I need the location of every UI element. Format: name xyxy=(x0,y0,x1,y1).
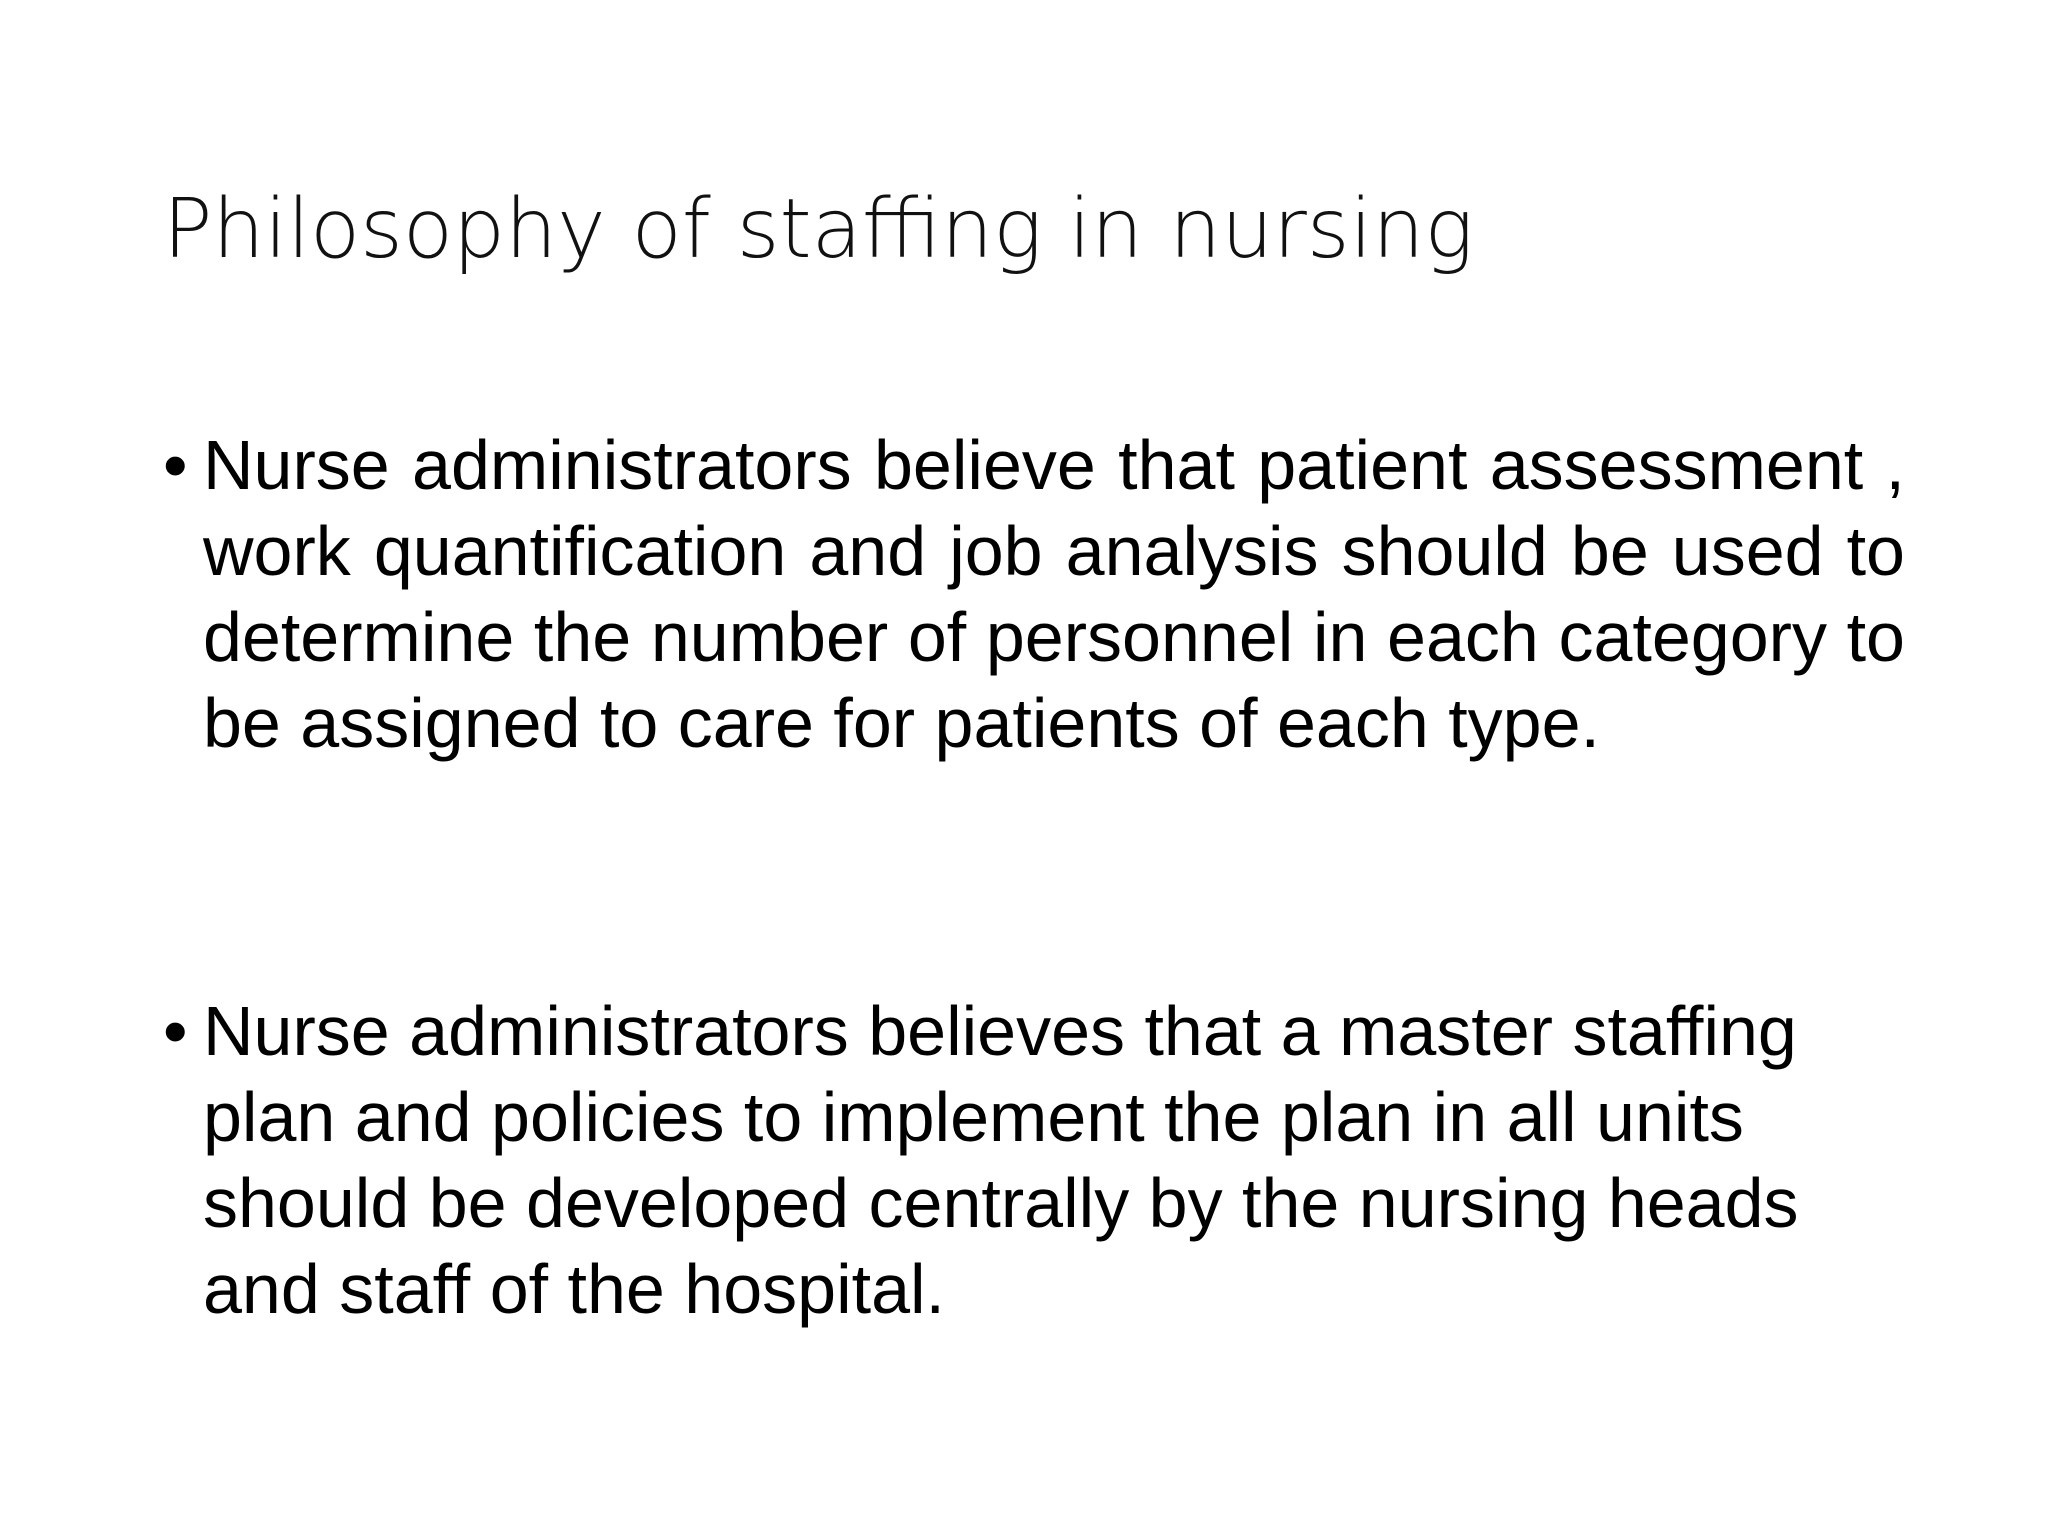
bullet-text: Nurse administrators believes that a master staffing plan and policies to implement the plan in all units should be developed centrally by the nursing heads and staff of the hospital. xyxy=(203,992,1799,1328)
bullet-item-2 xyxy=(163,988,1905,1332)
bullet-marker: • xyxy=(163,992,188,1070)
bullet-list-2 xyxy=(163,988,1905,1332)
bullet-marker: • xyxy=(163,426,188,504)
bullet-item-1 xyxy=(163,422,1905,766)
bullet-text: Nurse administrators believe that patient assessment , work quantification and job analysis should be used to determine the number of personnel in each category to be assigned to care for patients of each type. xyxy=(203,426,1905,762)
slide-title: Philosophy of staffing in nursing xyxy=(163,182,1474,277)
bullet-list-1 xyxy=(163,422,1905,766)
